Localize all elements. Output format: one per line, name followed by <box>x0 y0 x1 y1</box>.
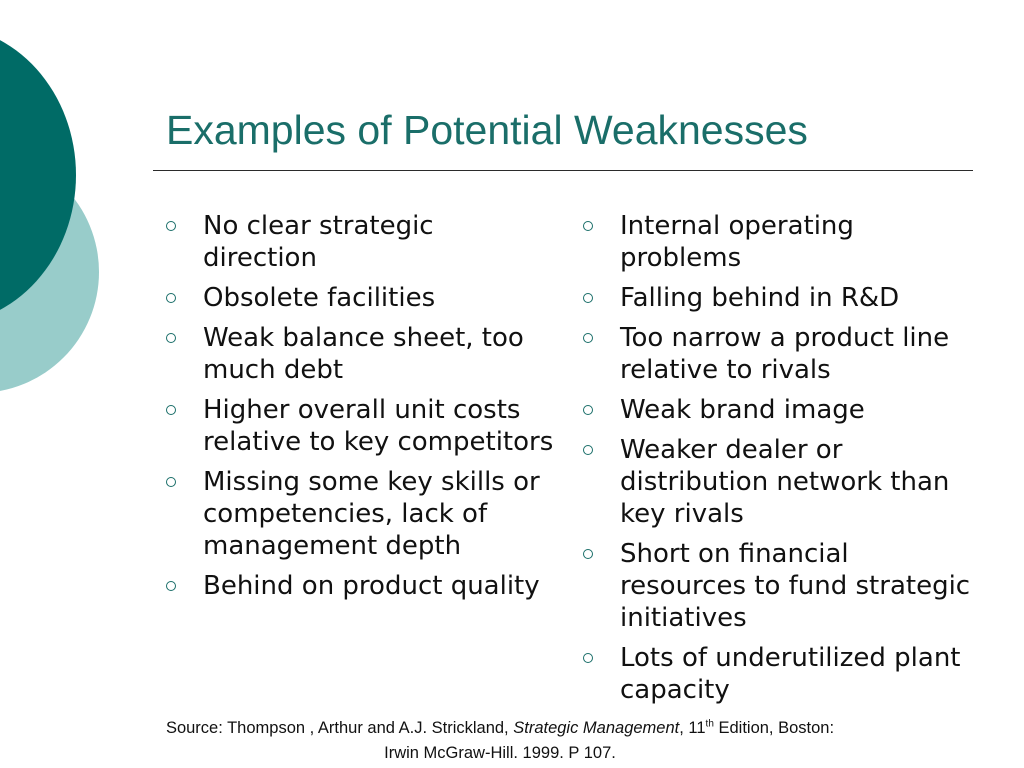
list-item-text: Higher overall unit costs relative to key competitors <box>203 395 554 457</box>
list-item-text: Weaker dealer or distribution network than key rivals <box>620 435 950 529</box>
source-edition-rest: Edition, Boston: <box>713 719 835 737</box>
list-item <box>581 282 971 314</box>
list-item <box>581 642 971 706</box>
list-item-text: Obsolete facilities <box>203 283 436 313</box>
bullet-icon <box>166 293 176 303</box>
source-citation <box>60 716 940 766</box>
source-book-title: Strategic Management <box>513 719 680 737</box>
bullet-icon <box>583 333 593 343</box>
list-item-text: Lots of underutilized plant capacity <box>620 643 961 705</box>
list-item-text: Weak balance sheet, too much debt <box>203 323 524 385</box>
list-item-text: Short on financial resources to fund strategic initiatives <box>620 539 971 633</box>
title-divider <box>153 170 973 171</box>
list-item <box>164 394 554 458</box>
bullet-icon <box>583 445 593 455</box>
bullet-icon <box>166 405 176 415</box>
source-publisher: Irwin McGraw-Hill. 1999. P 107. <box>384 744 616 762</box>
list-item <box>164 210 554 274</box>
source-edition-number: , 11 <box>679 719 706 737</box>
list-item <box>581 538 971 634</box>
list-item <box>164 322 554 386</box>
list-item-text: Missing some key skills or competencies, lack of management depth <box>203 467 540 561</box>
bullet-icon <box>583 653 593 663</box>
bullet-icon <box>166 477 176 487</box>
list-item-text: Falling behind in R&D <box>620 283 900 313</box>
list-item-text: Behind on product quality <box>203 571 540 601</box>
list-item <box>164 570 554 602</box>
weakness-list-left <box>164 210 554 610</box>
bullet-icon <box>583 405 593 415</box>
list-item-text: Too narrow a product line relative to rivals <box>620 323 950 385</box>
source-edition-superscript: th <box>705 718 714 730</box>
list-item-text: Internal operating problems <box>620 211 854 273</box>
bullet-icon <box>166 221 176 231</box>
list-item <box>164 282 554 314</box>
list-item-text: No clear strategic direction <box>203 211 434 273</box>
bullet-icon <box>583 221 593 231</box>
bullet-icon <box>583 293 593 303</box>
list-item <box>581 434 971 530</box>
list-item <box>164 466 554 562</box>
bullet-icon <box>166 581 176 591</box>
slide-title: Examples of Potential Weaknesses <box>166 107 808 153</box>
list-item-text: Weak brand image <box>620 395 865 425</box>
weakness-list-right <box>581 210 971 714</box>
list-item <box>581 210 971 274</box>
source-prefix: Source: Thompson , Arthur and A.J. Strickland, <box>165 719 514 737</box>
bullet-icon <box>583 549 593 559</box>
bullet-icon <box>166 333 176 343</box>
list-item <box>581 322 971 386</box>
list-item <box>581 394 971 426</box>
